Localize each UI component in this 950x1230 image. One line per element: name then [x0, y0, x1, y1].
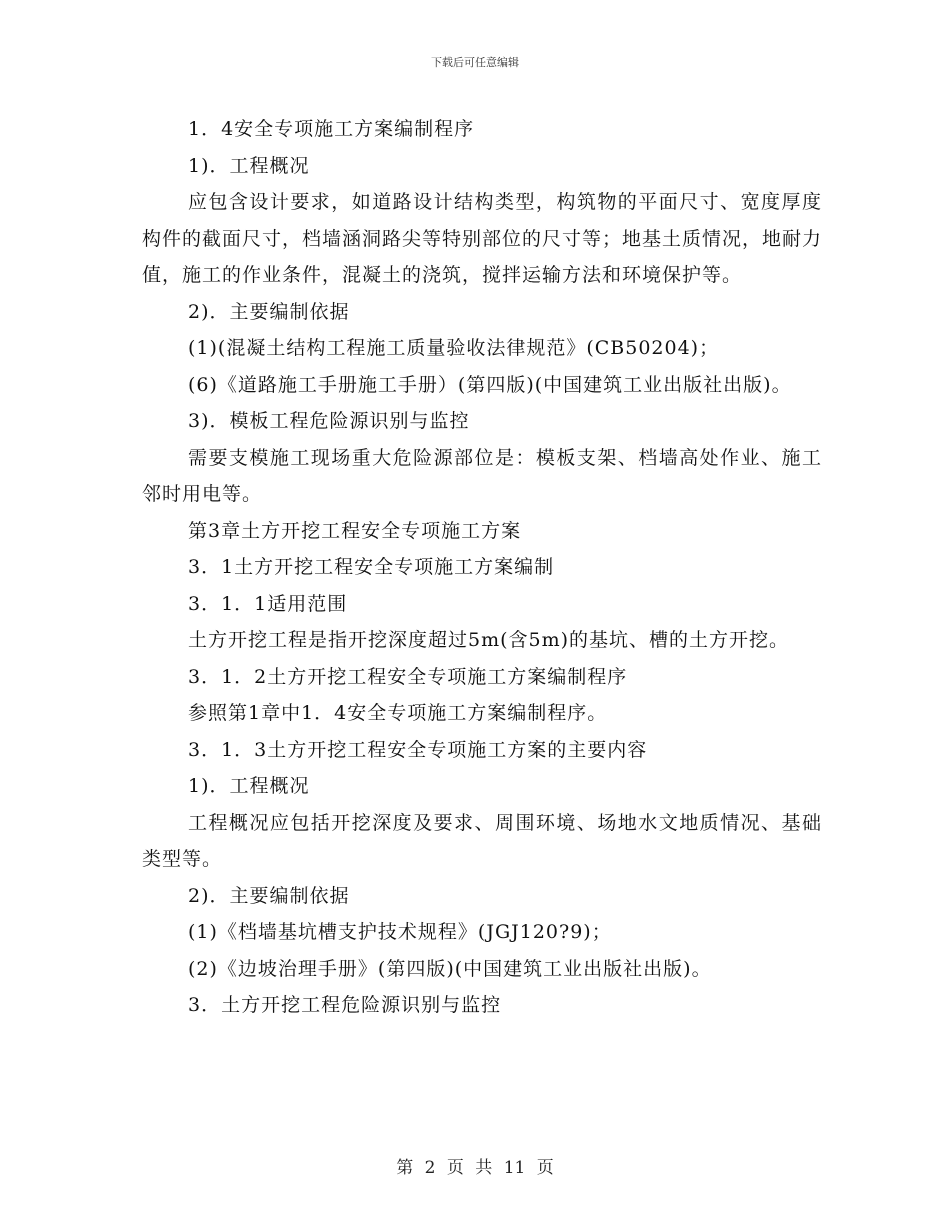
paragraph-formwork-hazards: 需要支模施工现场重大危险源部位是：模板支架、档墙高处作业、施工邻时用电等。 — [142, 446, 822, 505]
paragraph-design-requirements: 应包含设计要求，如道路设计结构类型，构筑物的平面尺寸、宽度厚度构件的截面尺寸，档墙涵洞路尖等特别部位的尺寸等；地基土质情况，地耐力值，施工的作业条件，混凝土的浇筑，搅拌运输方法和环境保护等。 — [142, 191, 823, 286]
subheading-main-basis-2: 2)．主要编制依据 — [188, 884, 350, 907]
subheading-formwork-hazards: 3)．模板工程危险源识别与监控 — [188, 410, 470, 432]
page-number-footer: 第 2 页 共 11 页 — [396, 1158, 554, 1178]
subheading-project-overview-2: 1)．工程概况 — [188, 775, 310, 797]
list-item-basis-6: (6)《道路施工手册施工手册）(第四版)(中国建筑工业出版社出版)。 — [188, 373, 792, 396]
paragraph-scope: 土方开挖工程是指开挖深度超过5m(含5m)的基坑、槽的土方开挖。 — [188, 629, 790, 651]
paragraph-overview-content: 工程概况应包括开挖深度及要求、周围环境、场地水文地质情况、基础类型等。 — [142, 811, 822, 870]
document-body — [142, 111, 822, 1024]
list-item-basis-2-2: (2)《边坡治理手册》(第四版)(中国建筑工业出版社出版)。 — [188, 957, 712, 980]
subheading-earthwork-hazards: 3．土方开挖工程危险源识别与监控 — [188, 994, 502, 1016]
chapter-heading-3: 第3章土方开挖工程安全专项施工方案 — [188, 519, 522, 542]
section-heading-3-1-2: 3．1．2土方开挖工程安全专项施工方案编制程序 — [188, 665, 628, 688]
section-heading-1-4: 1．4安全专项施工方案编制程序 — [188, 118, 475, 140]
section-heading-3-1: 3．1土方开挖工程安全专项施工方案编制 — [188, 556, 555, 578]
list-item-basis-1: (1)(混凝土结构工程施工质量验收法律规范》(CB50204)； — [188, 337, 720, 359]
page-header-note: 下载后可任意编辑 — [431, 56, 519, 69]
subheading-main-basis: 2)．主要编制依据 — [188, 300, 350, 323]
paragraph-reference: 参照第1章中1．4安全专项施工方案编制程序。 — [188, 702, 608, 724]
subheading-project-overview: 1)．工程概况 — [188, 154, 310, 177]
section-heading-3-1-3: 3．1．3土方开挖工程安全专项施工方案的主要内容 — [188, 738, 648, 761]
list-item-basis-2-1: (1)《档墙基坑槽支护技术规程》(JGJ120?9)； — [188, 921, 612, 943]
section-heading-3-1-1: 3．1．1适用范围 — [188, 592, 348, 615]
